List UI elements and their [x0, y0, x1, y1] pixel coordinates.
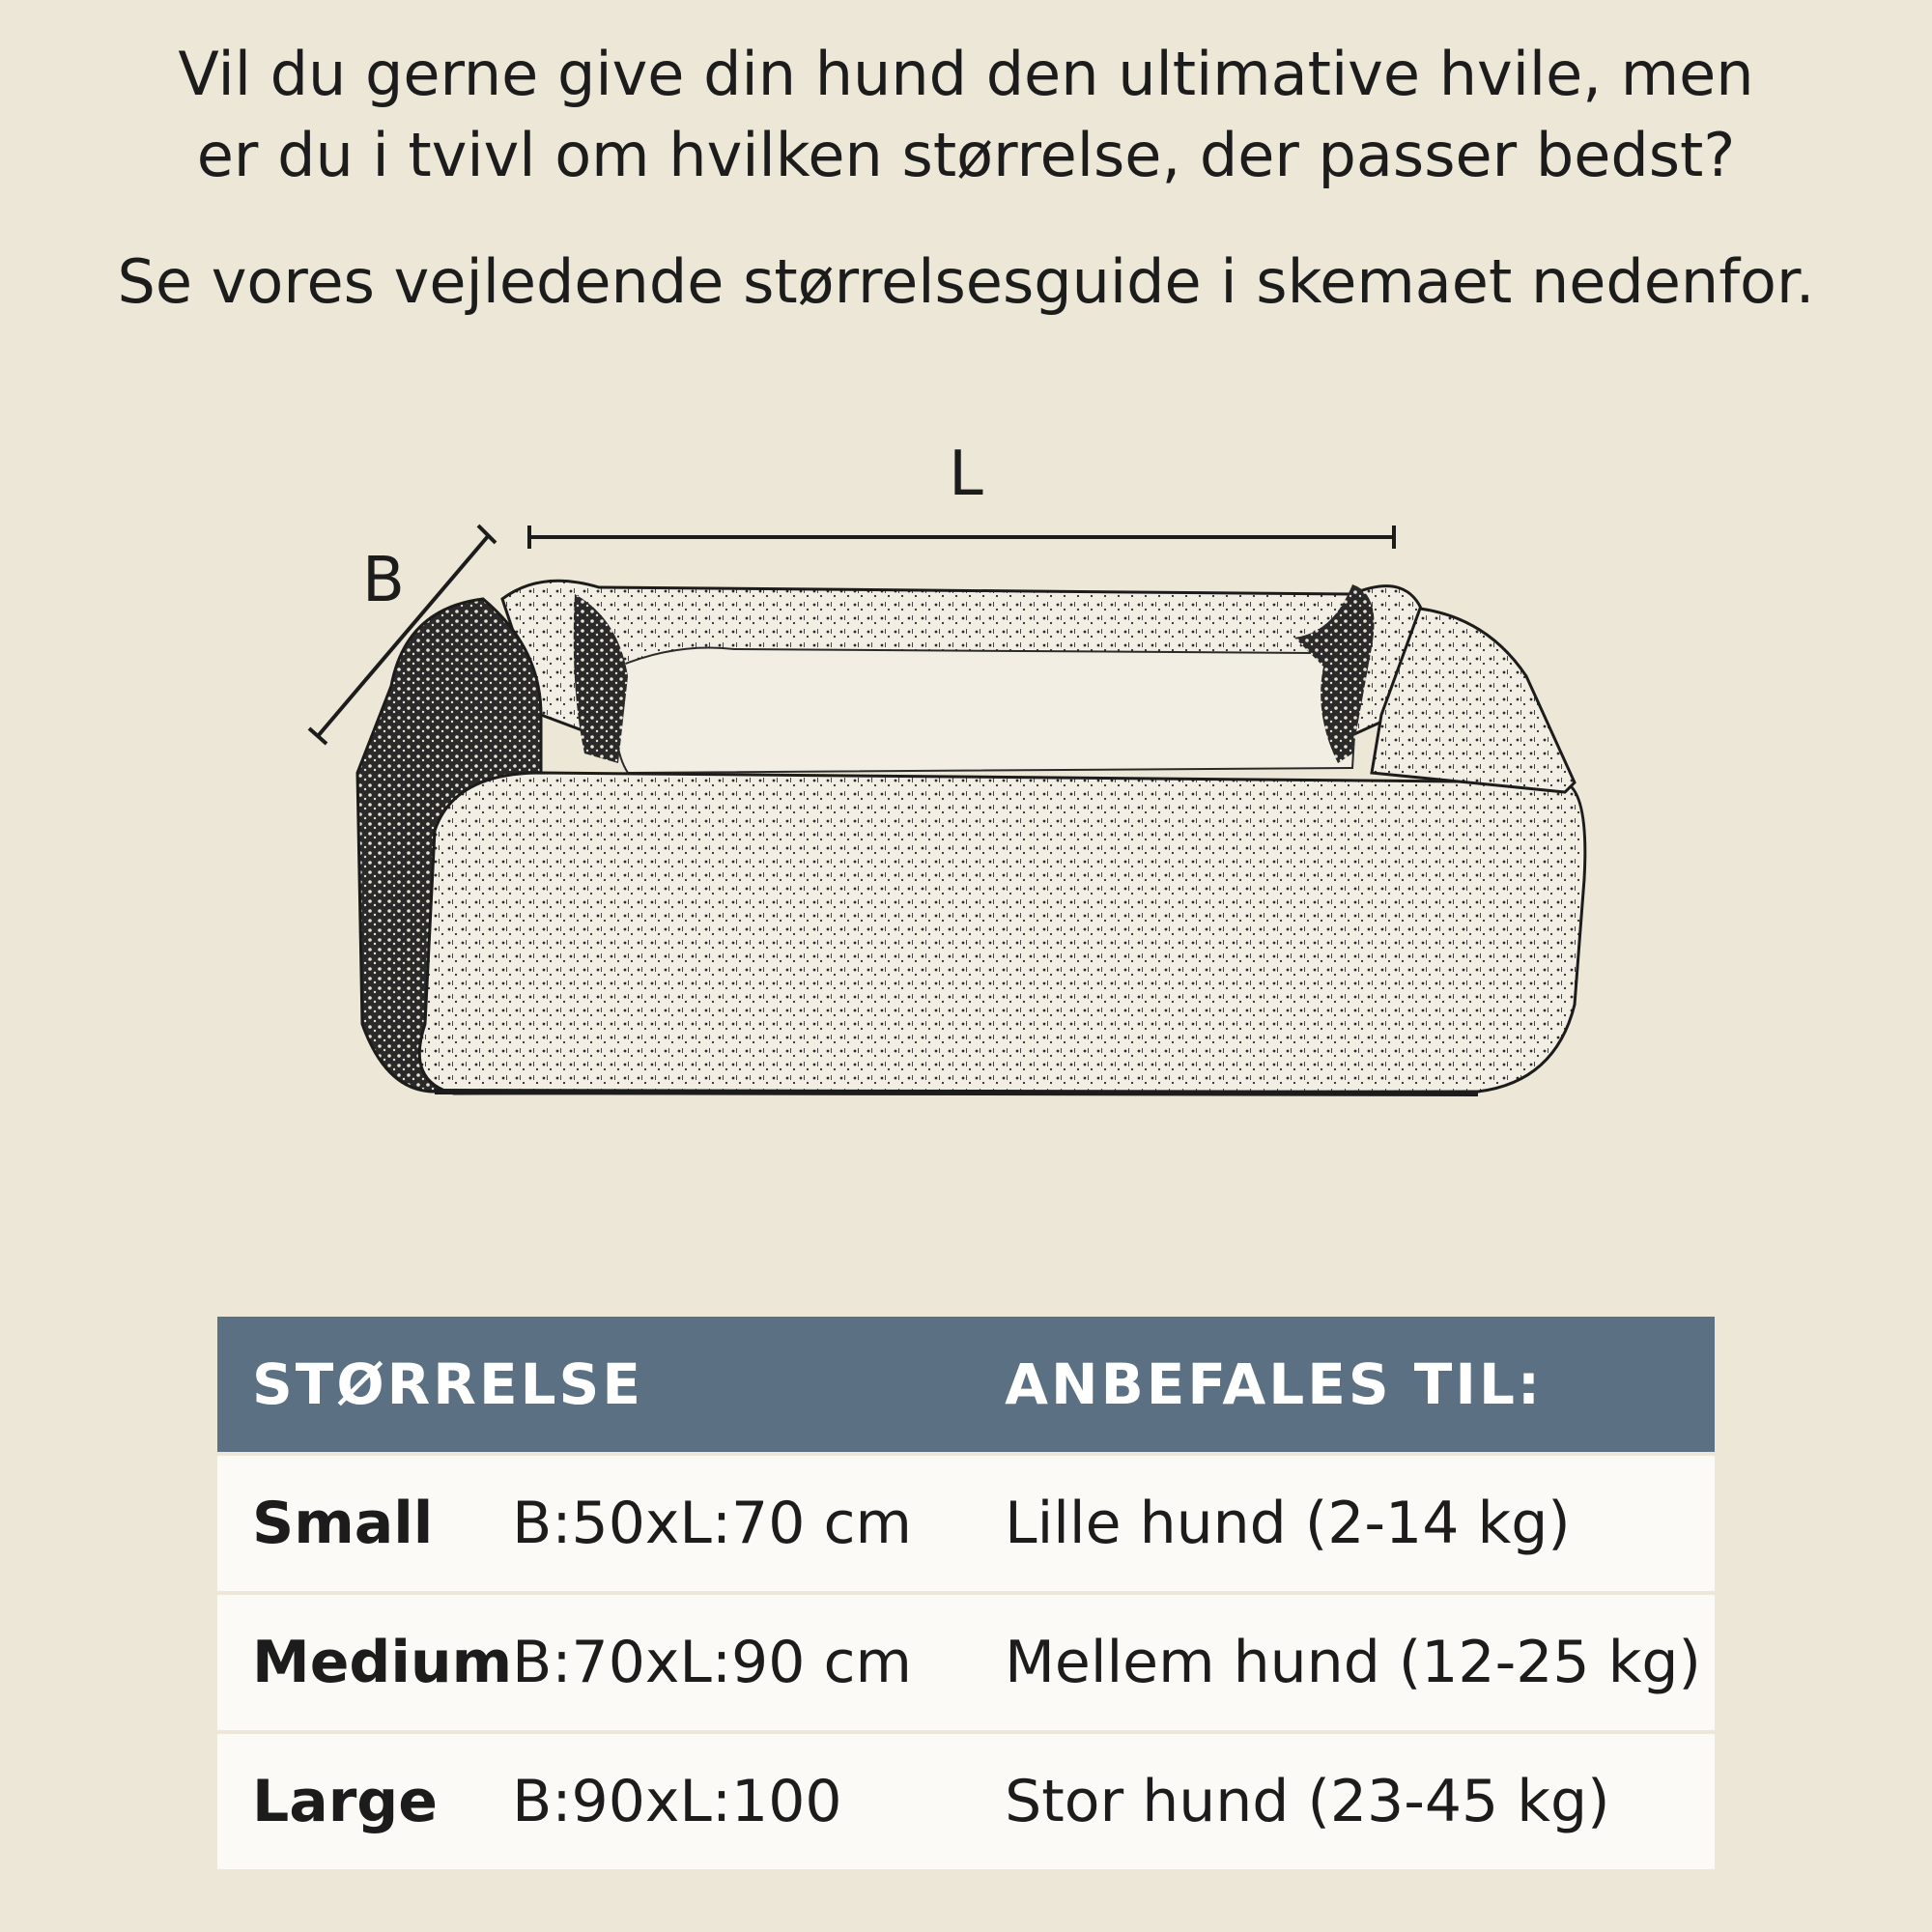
header-recommended: ANBEFALES TIL:: [1005, 1351, 1544, 1417]
length-dimension: [529, 526, 1394, 549]
width-label: B: [362, 545, 405, 616]
size-name: Large: [252, 1768, 438, 1835]
guide-text: Se vores vejledende størrelsesguide i skemaet nedenfor.: [117, 246, 1815, 317]
size-recommendation: Stor hund (23-45 kg): [1005, 1768, 1610, 1835]
intro-line-2: er du i tvivl om hvilken størrelse, der passer bedst?: [196, 120, 1736, 190]
header-size: STØRRELSE: [252, 1351, 643, 1417]
size-name: Small: [252, 1490, 434, 1557]
dog-bed-illustration: [0, 425, 1932, 1140]
intro-line-1: Vil du gerne give din hund den ultimative hvile, men: [178, 39, 1754, 109]
size-recommendation: Lille hund (2-14 kg): [1005, 1490, 1571, 1557]
size-recommendation: Mellem hund (12-25 kg): [1005, 1629, 1701, 1696]
size-guide-table: [217, 1317, 1715, 1869]
length-label: L: [949, 439, 983, 510]
table-row-small: [217, 1456, 1715, 1591]
intro-question: [0, 34, 1932, 196]
table-header-row: [217, 1317, 1715, 1452]
table-row-medium: [217, 1595, 1715, 1730]
dog-bed-drawing: [357, 581, 1585, 1094]
size-dimensions: B:90xL:100: [512, 1768, 842, 1835]
size-dimensions: B:70xL:90 cm: [512, 1629, 912, 1696]
size-dimensions: B:50xL:70 cm: [512, 1490, 912, 1557]
size-name: Medium: [252, 1629, 513, 1696]
table-row-large: [217, 1734, 1715, 1869]
